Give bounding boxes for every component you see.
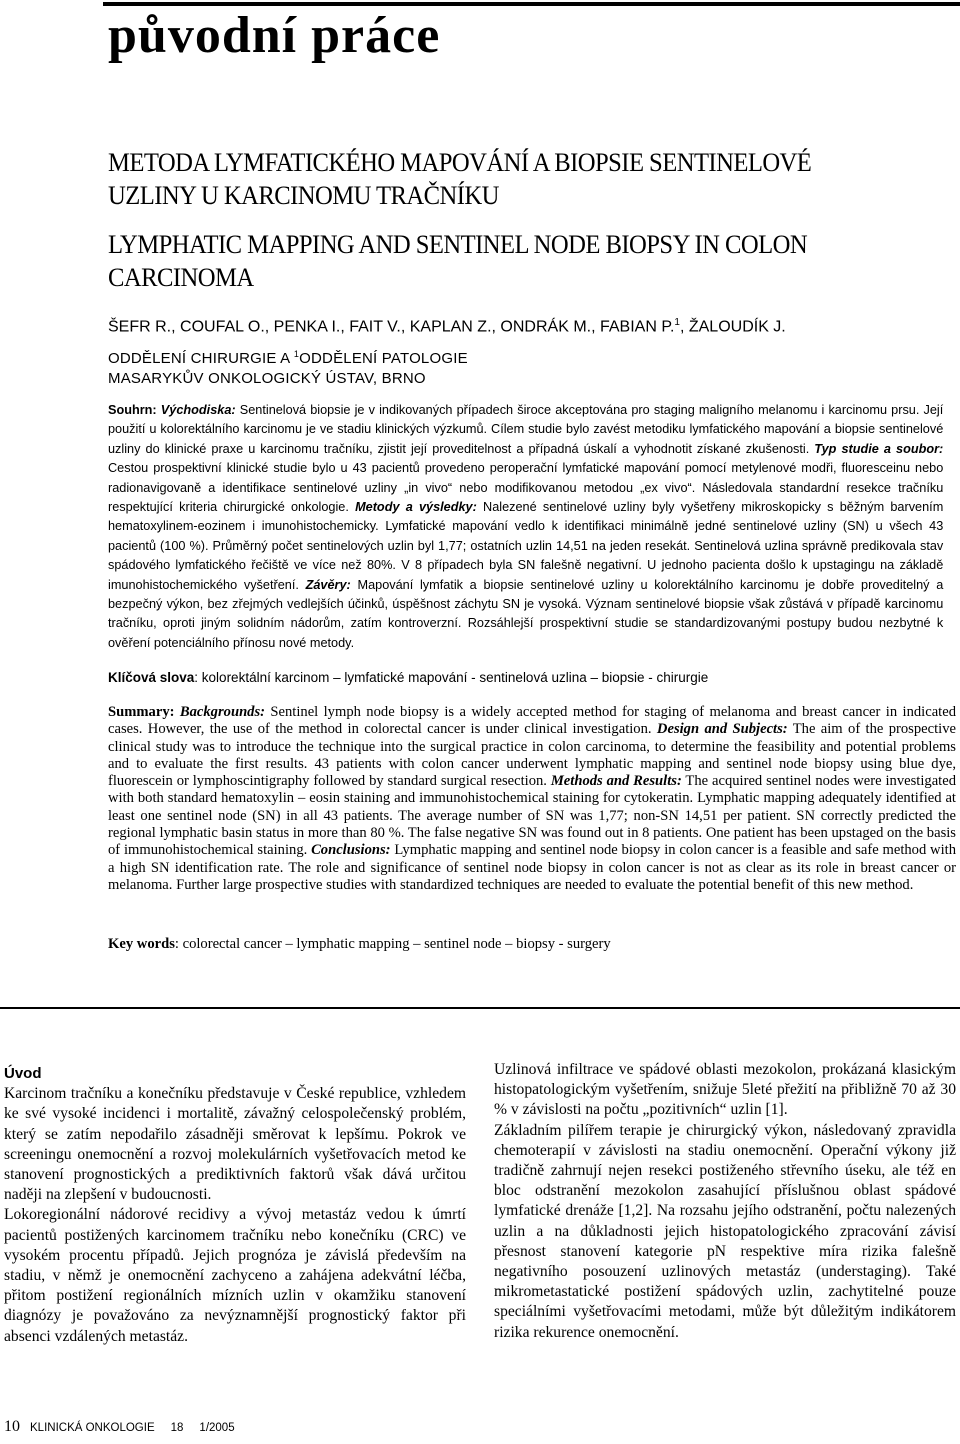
abstract-cz [108,400,943,652]
keywords-en-text: : colorectal cancer – lymphatic mapping – sentinel node – biopsy - surgery [174,936,611,952]
summary-en [108,704,956,894]
abstract-cz-t3: Nalezené sentinelové uzliny byly vyšetřeny mikroskopicky s běžným barvením hematoxylinem-eozinem i imunohistochemicky. Lymfatické mapování vedlo k identifikaci minimálně jedné sentinelové uzliny (SN) u všech 43 pacientů (100 %). Průměrný počet sentinelových uzlin byl 1,77; ostatních uzlin 14,51 na jeden resekát. Sentinelová uzlina správně predikovala stav spádového lymfatického řečiště ve více než 80%. V 8 případech byla SN falešně negativní. U jednoho pacienta došlo k upstagingu na základě imunohistochemického vyšetření. [108,499,944,592]
summary-en-label: Summary: [108,704,175,720]
keywords-en-label: Key words [108,936,175,952]
affiliation [108,344,468,389]
abstract-cz-t4: Mapování lymfatik a biopsie sentinelové uzliny u kolorektálního karcinomu je dobře proveditelný a bezpečný výkon, bez zřejmých vedlejších účinků, úspěšnost záchytu SN je vysoká. Význam sentinelové biopsie však zůstává v případě karcinomu tračníku, oproti jiným solidním nádorům, zatím kontroverzní. Rozsáhlejší prospektivní studie se standardizovanými postupy budou nezbytné k ověření potenciálního přínosu nové metody. [108,576,944,650]
summary-en-t1: Sentinel lymph node biopsy is a widely accepted method for staging of melanoma and breast cancer in indicated cases. However, the use of the method in colorectal cancer is under clinical investigation. [108,704,956,738]
affil-dept1: ODDĚLENÍ CHIRURGIE A [108,350,290,367]
authors-sup: 1 [674,317,680,328]
summary-en-t4: Lymphatic mapping and sentinel node biopsy in colon cancer is a feasible and safe method with a high SN identification rate. The role and significance of sentinel node biopsy in colon cancer is not as clear as its role in breast cancer or melanoma. Further large prospective studies with standardized techniques are needed to evaluate the potential benefit of this new method. [108,842,956,893]
article-title-cz: METODA LYMFATICKÉHO MAPOVÁNÍ A BIOPSIE SENTINELOVÉ UZLINY U KARCINOMU TRAČNÍKU [108,147,812,210]
section-label: původní práce [108,7,441,64]
journal-issue: 1/2005 [199,1422,235,1434]
keywords-cz [108,668,708,688]
journal-name: KLINICKÁ ONKOLOGIE [30,1422,155,1434]
abstract-cz-h1: Východiska: [160,402,236,417]
summary-en-h4: Conclusions: [311,842,391,859]
summary-en-t3: The acquired sentinel nodes were investigated with both standard hematoxylin – eosin staining and immunohistochemical staining for cytokeratin. Lymphatic mapping adequately identified at least one sentinel node (SN) in all 43 patients. The average number of SN was 1,77; non-SN 14,51 per patient. SN correctly predicted the regional lymphatic basin status in more than 80 %. The false negative SN was found out in 8 patients. One patient has been upstaged on the basis of immunohistochemical staining. [108,773,956,859]
abstract-cz-h3: Metody a výsledky: [355,499,477,515]
affil-dept2: ODDĚLENÍ PATOLOGIE [299,350,468,367]
authors-last: , ŽALOUDÍK J. [679,318,786,336]
intro-right-p1: Uzlinová infiltrace ve spádové oblasti mezokolon, prokázaná klasickým histopatologickým vyšetřením, snižuje 5leté přežití na přibližně 70 až 30 % v závislosti na počtu „pozitivních“ uzlin [1]. [494,1061,956,1119]
summary-en-h1: Backgrounds: [179,704,266,720]
authors-main: ŠEFR R., COUFAL O., PENKA I., FAIT V., KAPLAN Z., ONDRÁK M., FABIAN P. [108,318,675,336]
intro-left-p2: Lokoregionální nádorové recidivy a vývoj metastáz vedou k úmrtí pacientů postižených karcinomem tračníku nebo konečníku (CRC) ve vysokém procentu případů. Jejich prognóza je závislá především na stadiu, v němž je onemocnění zachyceno a zahájena adekvátní léčba, přitom postižení regionálních mízních uzlin v okamžiku stanovení diagnózy je považováno za nevýznamnější prognostický faktor při absenci vzdálených metastáz. [4,1206,466,1345]
column-left [4,1064,466,1347]
section-divider [0,1007,960,1009]
intro-left-p1: Karcinom tračníku a konečníku představuje v České republice, vzhledem ke své vysoké incidenci i mortalitě, závažný celospolečenský problém, který se zatím nepodařilo zásadněji směrovat k lepšímu. Pokrok ve screeningu onemocnění a rozvoj molekulárních vyšetřovacích metod ke stanovení prognostických a prediktivních faktorů však dává určitou naději na zlepšení v budoucnosti. [4,1085,466,1204]
keywords-cz-text: : kolorektální karcinom – lymfatické mapování - sentinelová uzlina – biopsie - chirurgie [194,670,709,685]
journal-volume: 18 [170,1422,184,1434]
abstract-cz-h2: Typ studie a soubor: [814,440,944,456]
intro-heading: Úvod [4,1065,42,1082]
intro-right-p2: Základním pilířem terapie je chirurgický výkon, následovaný zpravidla chemoterapií v závislosti na stadiu onemocnění. Operační výkony již tradičně zahrnují nejen resekci postiženého střevního úseku, ale též en bloc odstranění mezokolon zasahující příslušnou oblast spádové lymfatické drenáže [1,2]. Na rozsahu jejího odstranění, počtu nalezených uzlin a na důkladnosti jejich histopatologického zpracování závisí přesnost stanovení kategorie pN respektive míra rizika falešně negativního posouzení uzlinových metastáz (understaging). Také mikrometastatické postižení spádových uzlin, zachytitelné pouze speciálními vyšetřovacími metodami, může být důležitým indikátorem rizika rekurence onemocnění. [494,1121,956,1341]
abstract-cz-t1: Sentinelová biopsie je v indikovaných případech široce akceptována pro staging maligního melanomu i karcinomu prsu. Její použití u kolorektálního karcinomu je ve stadiu klinických výzkumů. Cílem studie bylo zavést metodiku lymfatického mapování a biopsie sentinelové uzliny do klinické praxe u karcinomu tračníku, zjistit její proveditelnost a případná úskalí a vyhodnotit získané zkušenosti. [108,402,944,456]
keywords-en [108,934,611,954]
column-right [494,1060,956,1343]
page-number: 10 [4,1418,20,1435]
page-footer [4,1417,235,1438]
abstract-cz-label: Souhrn: [108,402,157,417]
abstract-cz-h4: Závěry: [305,576,351,592]
affil-sup: 1 [293,349,300,359]
summary-en-h3: Methods and Results: [550,773,682,790]
abstract-cz-t2: Cestou prospektivní klinické studie bylo u 43 pacientů provedeno peroperační lymfatické mapování pomocí metylenové modři, fluoresceinu nebo radionavigovaně a identifikace sentinelové uzliny „in vivo“ nebo modifikovanou metodou „ex vivo“. Následovala standardní resekce tračníku respektující kriteria chirurgické onkologie. [108,460,944,515]
article-title-en: LYMPHATIC MAPPING AND SENTINEL NODE BIOPSY IN COLON CARCINOMA [108,229,808,292]
affil-institution: MASARYKŮV ONKOLOGICKÝ ÚSTAV, BRNO [108,370,426,387]
authors [108,312,786,338]
summary-en-t2: The aim of the prospective clinical study was to introduce the technique into the surgical practice in colon carcinoma, to determine the feasibility and potential problems and to evaluate the first results. 43 patients with colon cancer underwent lymphatic mapping and sentinel node biopsy using blue dye, fluorescein or lymphoscintigraphy followed by standard surgical resection. [108,721,956,790]
keywords-cz-label: Klíčová slova [108,670,195,685]
summary-en-h2: Design and Subjects: [656,721,788,738]
